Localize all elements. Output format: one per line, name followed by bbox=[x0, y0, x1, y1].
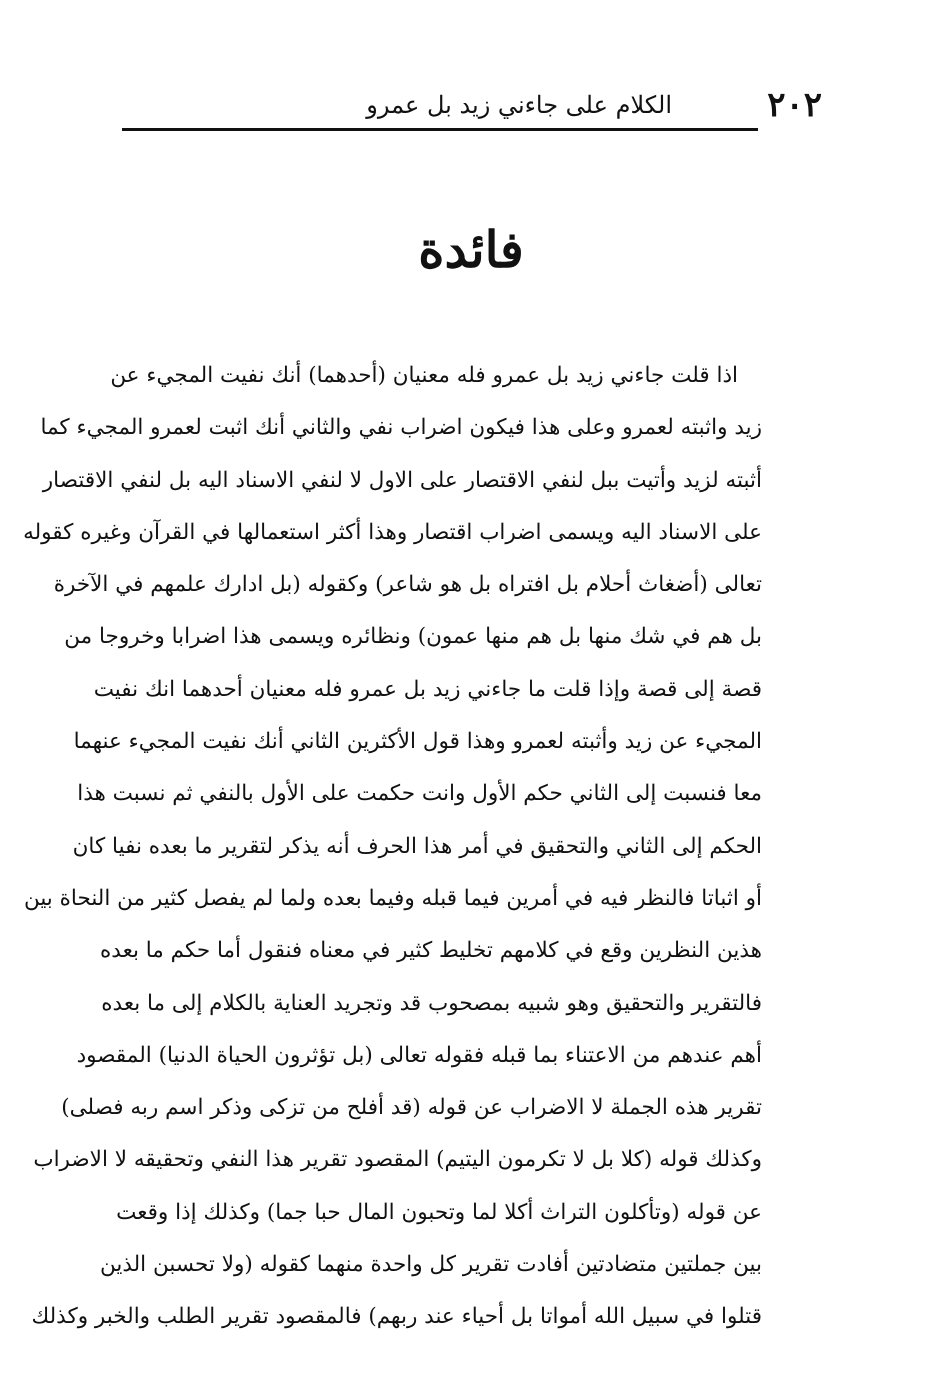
body-line: على الاسناد اليه ويسمى اضراب اقتصار وهذا أكثر استعمالها في القرآن وغيره كقوله bbox=[23, 519, 762, 545]
body-line: أو اثباتا فالنظر فيه في أمرين فيما قبله وفيما بعده ولما لم يفصل كثير من النحاة بين bbox=[23, 885, 762, 911]
body-line: وكذلك قوله (كلا بل لا تكرمون اليتيم) المقصود تقرير هذا النفي وتحقيقه لا الاضراب bbox=[33, 1147, 762, 1173]
body-line: هذين النظرين وقع في كلامهم تخليط كثير في معناه فنقول أما حكم ما بعده bbox=[100, 938, 762, 964]
body-line: فالتقرير والتحقيق وهو شبيه بمصحوب قد وتجريد العناية بالكلام إلى ما بعده bbox=[101, 990, 762, 1016]
body-line: قتلوا في سبيل الله أمواتا بل أحياء عند ربهم) فالمقصود تقرير الطلب والخبر وكذلك bbox=[31, 1304, 762, 1330]
body-line: تعالى (أضغاث أحلام بل افتراه بل هو شاعر) وكقوله (بل ادارك علمهم في الآخرة bbox=[53, 572, 762, 598]
body-line: زيد واثبته لعمرو وعلى هذا فيكون اضراب نفي والثاني أنك اثبت لعمرو المجيء كما bbox=[40, 415, 762, 441]
body-line: الحكم إلى الثاني والتحقيق في أمر هذا الحرف أنه يذكر لتقرير ما بعده نفيا كان bbox=[72, 833, 762, 859]
body-line: أهم عندهم من الاعتناء بما قبله فقوله تعالى (بل تؤثرون الحياة الدنيا) المقصود bbox=[76, 1042, 762, 1068]
body-line: اذا قلت جاءني زيد بل عمرو فله معنيان (أحدهما) أنك نفيت المجيء عن bbox=[110, 363, 738, 388]
page-header bbox=[122, 82, 822, 128]
header-rule bbox=[122, 128, 758, 131]
body-line: بل هم في شك منها بل هم منها عمون) ونظائره ويسمى هذا اضرابا وخروجا من bbox=[64, 624, 762, 650]
body-line: المجيء عن زيد وأثبته لعمرو وهذا قول الأكثرين الثاني أنك نفيت المجيء عنهما bbox=[73, 729, 762, 755]
running-title: الكلام على جاءني زيد بل عمرو bbox=[366, 91, 672, 119]
section-heading: فائدة bbox=[418, 220, 524, 279]
body-line: عن قوله (وتأكلون التراث أكلا لما وتحبون المال حبا جما) وكذلك إذا وقعت bbox=[116, 1199, 762, 1225]
body-text bbox=[23, 350, 762, 1344]
body-line: معا فنسبت إلى الثاني حكم الأول وانت حكمت على الأول بالنفي ثم نسبت هذا bbox=[77, 781, 762, 807]
body-line: أثبته لزيد وأتيت ببل لنفي الاقتصار على الاول لا لنفي الاسناد اليه بل لنفي الاقتصار bbox=[42, 467, 762, 493]
page-number: ٢٠٢ bbox=[767, 85, 822, 125]
body-line: بين جملتين متضادتين أفادت تقرير كل واحدة منهما كقوله (ولا تحسبن الذين bbox=[100, 1252, 762, 1278]
body-line: قصة إلى قصة وإذا قلت ما جاءني زيد بل عمرو فله معنيان أحدهما انك نفيت bbox=[93, 676, 762, 702]
body-line: تقرير هذه الجملة لا الاضراب عن قوله (قد أفلح من تزكى وذكر اسم ربه فصلى) bbox=[61, 1095, 762, 1121]
